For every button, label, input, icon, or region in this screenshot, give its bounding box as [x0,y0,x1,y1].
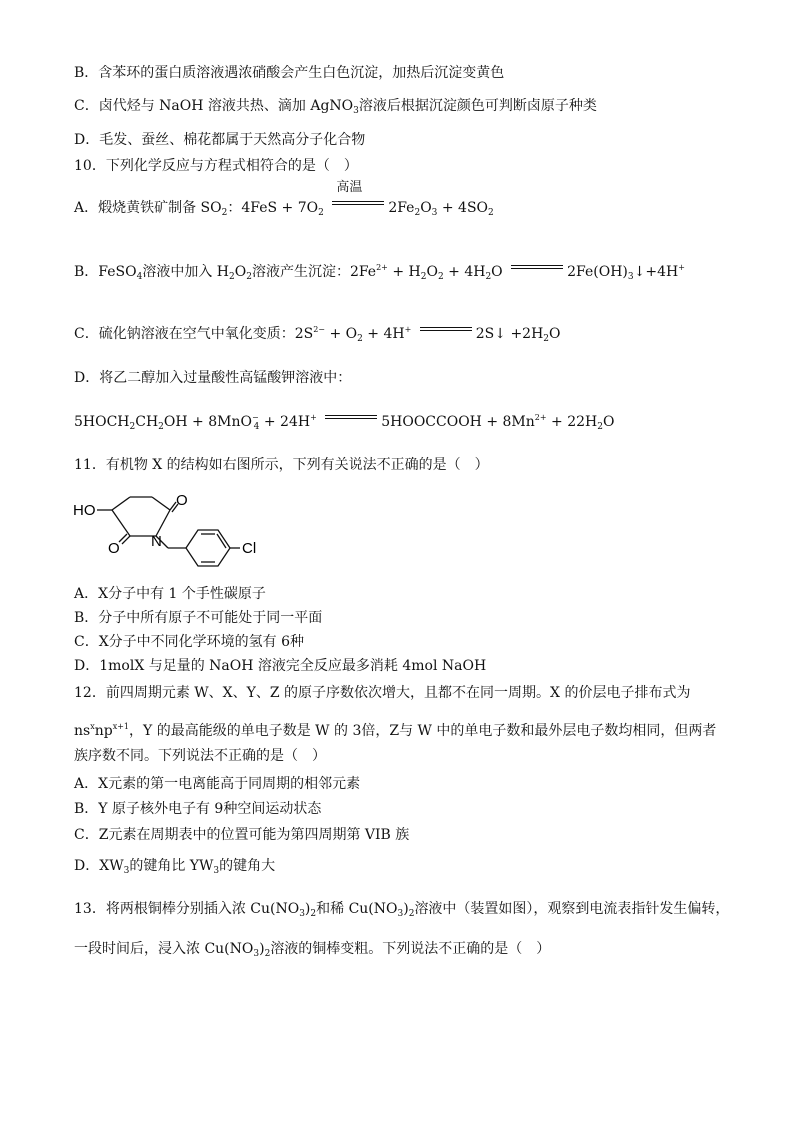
q10-stem: 10．下列化学反应与方程式相符合的是（ ） [74,158,358,174]
mol-label-ho: HO [73,502,96,519]
q11-option-c: C．X分子中不同化学环境的氢有 6种 [74,634,305,650]
molecule-structure-diagram [70,488,270,568]
reaction-arrow [325,413,377,423]
q11-option-a: A．X分子中有 1 个手性碳原子 [74,586,266,602]
q10-option-b: B．FeSO$_4$溶液中加入 $H_2O_2$溶液产生沉淀：$2Fe^{2+} + H_2O_2 + 4H_2O$ $2Fe(OH)_3↓+4H^+$ [74,263,685,282]
q12-option-a: A．X元素的第一电离能高于同周期的相邻元素 [74,776,361,792]
q12-option-d: D．$XW_3$的键角比 $YW_3$的键角大 [74,858,276,876]
q12-stem-line1: 12．前四周期元素 W、X、Y、Z 的原子序数依次增大，且都不在同一周期。X 的价层电子排布式为 [74,685,691,701]
q10-option-a: A．煅烧黄铁矿制备 $SO_2$：$4FeS + 7O_2$ 高温 $2Fe_2O_3 + 4SO_2$ [74,180,494,218]
mol-label-cl: Cl [242,540,257,557]
q12-stem-line2: $ns^xnp^{x+1}$，Y 的最高能级的单电子数是 W 的 3倍，Z与 W 中的单电子数和最外层电子数均相同，但两者 [74,722,717,739]
q9-option-d: D．毛发、蚕丝、棉花都属于天然高分子化合物 [74,132,366,148]
reaction-arrow [511,263,563,273]
q12-option-c: C．Z元素在周期表中的位置可能为第四周期第 VIB 族 [74,827,410,843]
q10-option-c: C．硫化钠溶液在空气中氧化变质：$2S^{2-} + O_2 + 4H^+$ 2S↓ $+2H_2O$ [74,325,561,344]
q11-stem: 11．有机物 X 的结构如右图所示，下列有关说法不正确的是（ ） [74,457,489,473]
q11-option-d: D．1molX 与足量的 NaOH 溶液完全反应最多消耗 4mol NaOH [74,658,487,674]
reaction-arrow [420,325,472,335]
q11-option-b: B．分子中所有原子不可能处于同一平面 [74,610,323,626]
q10-option-d-equation: $5HOCH_2CH_2OH + 8MnO^-_4 + 24H^+$ 5HOOCCOOH + $8Mn^{2+} + 22H_2O$ [74,413,615,432]
mol-label-n: N [151,533,162,550]
mol-label-o1: O [176,492,188,509]
q9-option-c: C．卤代烃与 NaOH 溶液共热、滴加 AgNO$_3$溶液后根据沉淀颜色可判断卤原子种类 [74,98,597,116]
q12-stem-line3: 族序数不同。下列说法不正确的是（ ） [74,748,326,764]
q12-option-b: B．Y 原子核外电子有 9种空间运动状态 [74,801,322,817]
mol-label-o2: O [108,540,120,557]
reaction-arrow: 高温 [332,199,384,209]
q13-stem-line2: 一段时间后，浸入浓 $Cu(NO_3)_2$溶液的铜棒变粗。下列说法不正确的是（ ） [74,941,551,959]
q10-option-d: D．将乙二醇加入过量酸性高锰酸钾溶液中： [74,370,352,386]
q9-option-b: B．含苯环的蛋白质溶液遇浓硝酸会产生白色沉淀，加热后沉淀变黄色 [74,65,505,81]
q13-stem-line1: 13．将两根铜棒分别插入浓 $Cu(NO_3)_2$和稀 $Cu(NO_3)_2$溶液中（装置如图），观察到电流表指针发生偏转， [74,901,730,919]
